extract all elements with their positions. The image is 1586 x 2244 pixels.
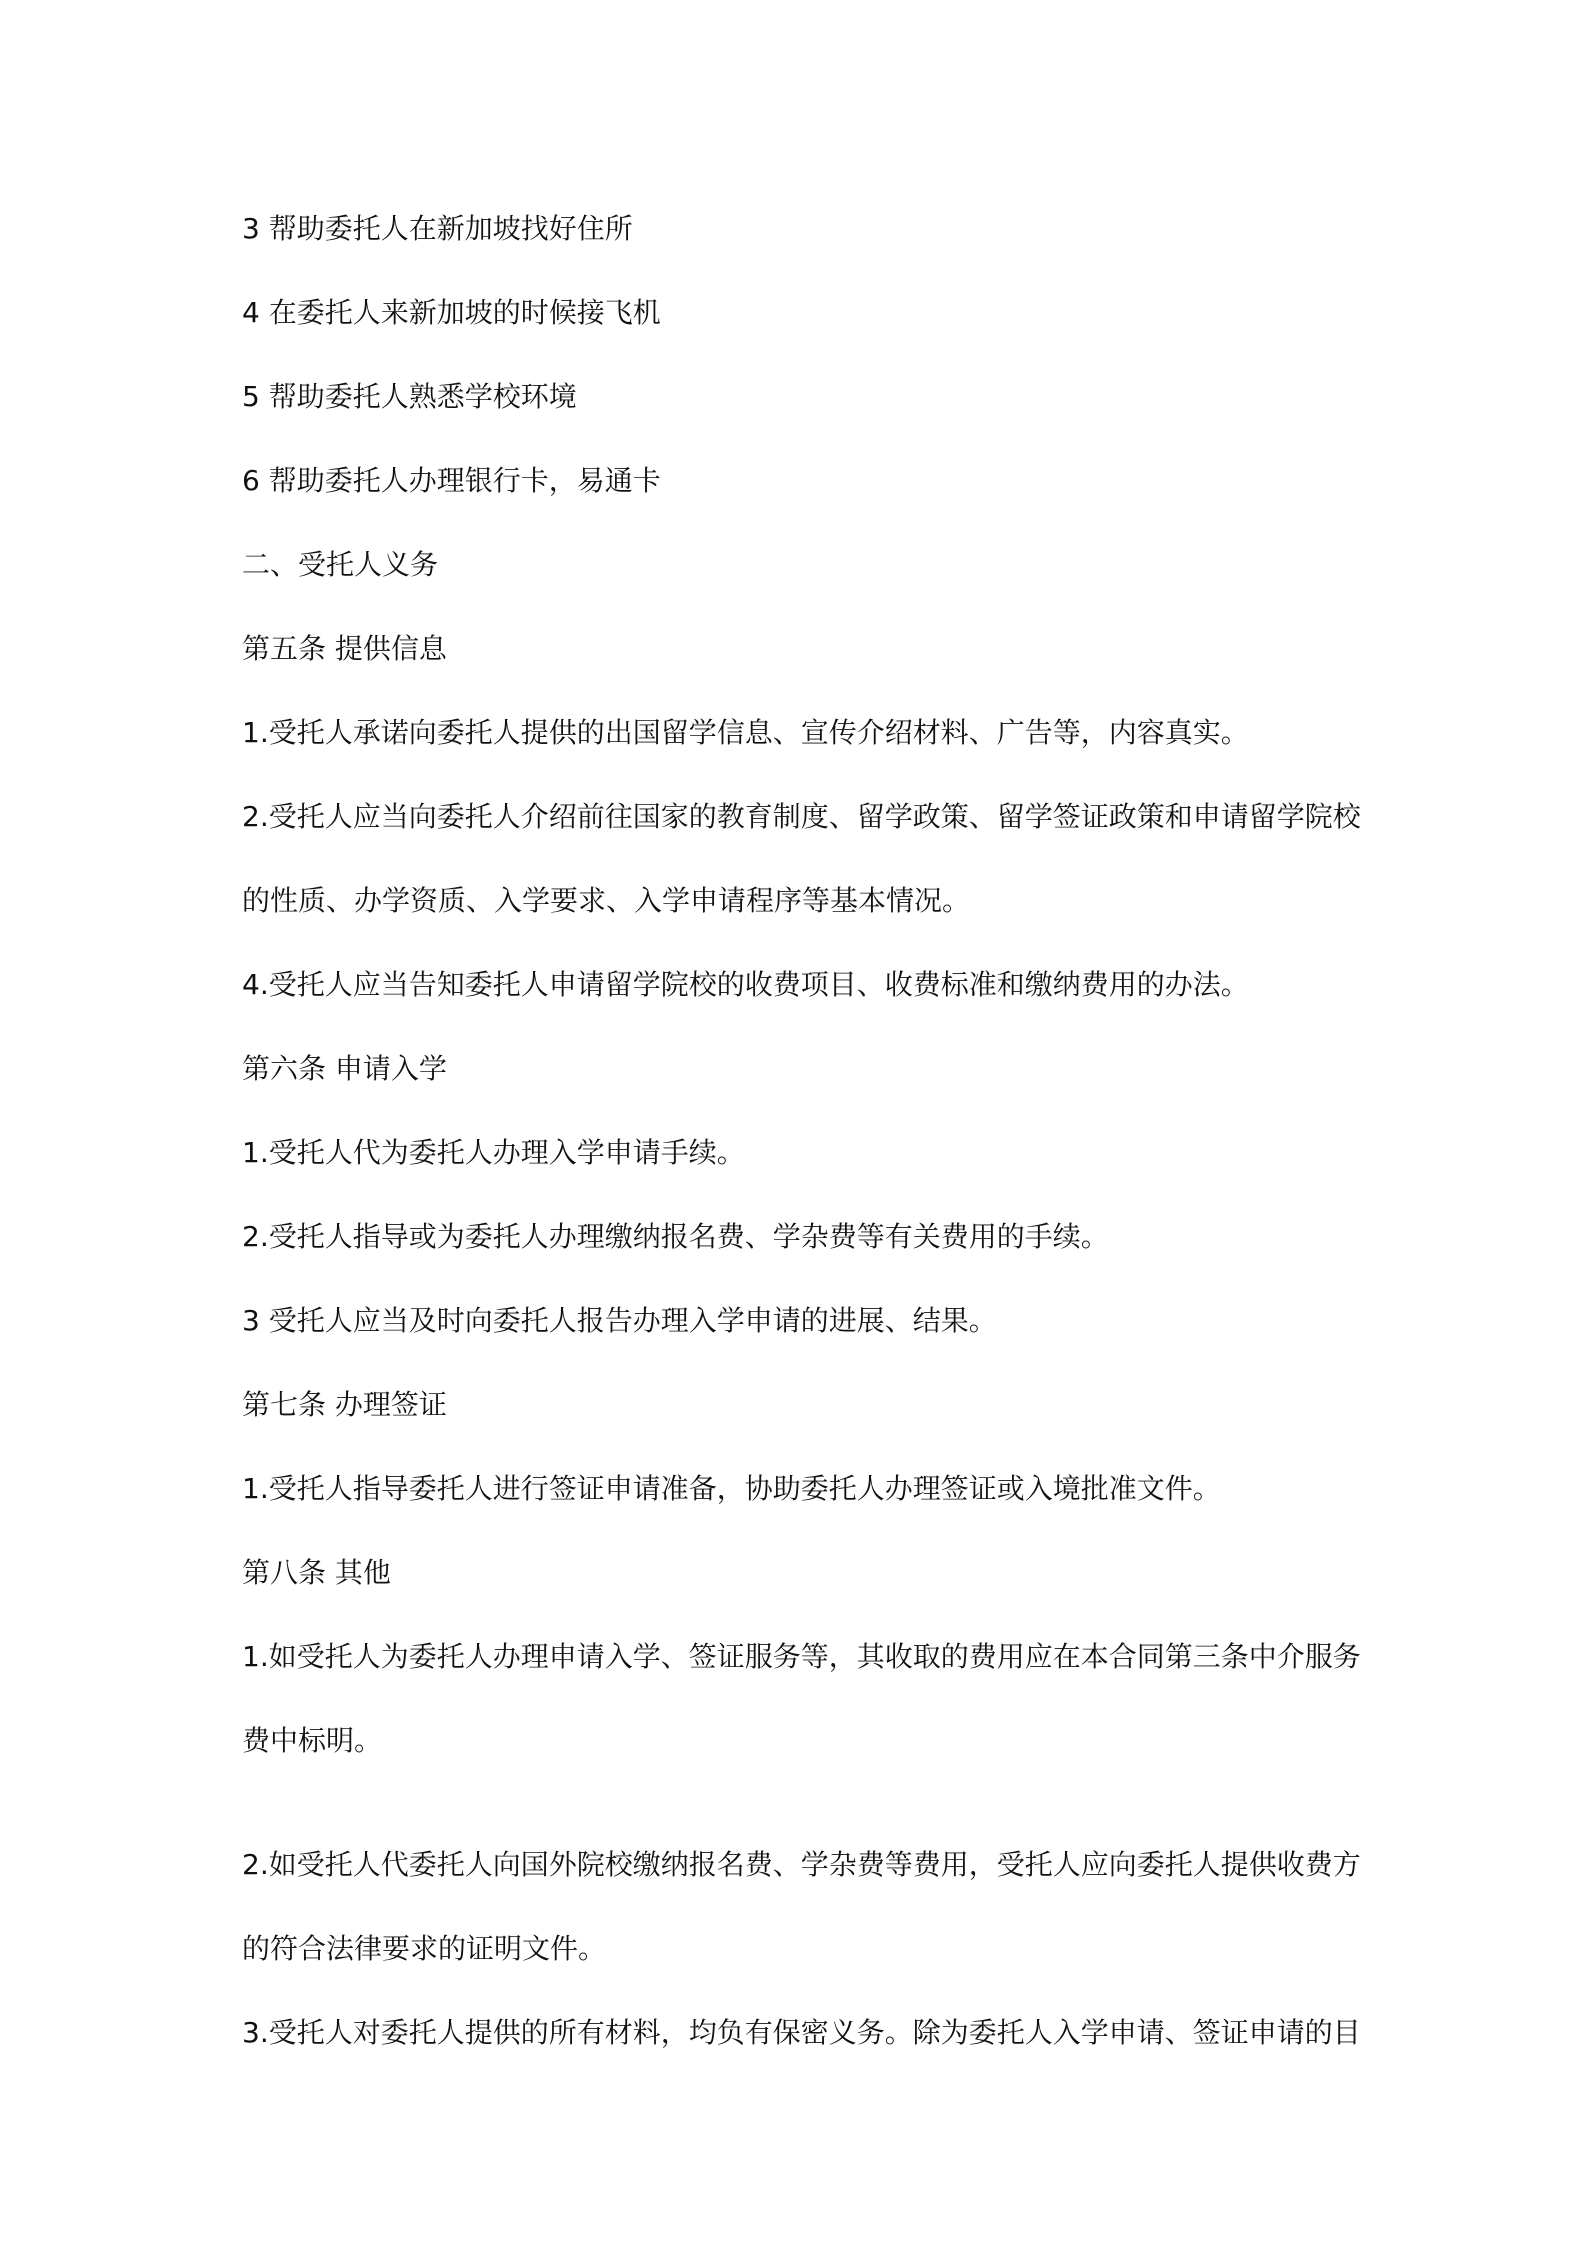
article-6-item-2: 2.受托人指导或为委托人办理缴纳报名费、学杂费等有关费用的手续。: [242, 1220, 1109, 1253]
article-8-item-3: 3.受托人对委托人提供的所有材料，均负有保密义务。除为委托人入学申请、签证申请的目: [242, 2016, 1361, 2049]
article-5-item-2: 2.受托人应当向委托人介绍前往国家的教育制度、留学政策、留学签证政策和申请留学院校: [242, 800, 1361, 833]
section-heading: 二、受托人义务: [242, 548, 439, 581]
article-8-item-2-cont: 的符合法律要求的证明文件。: [242, 1932, 607, 1965]
clause-item-4: 4 在委托人来新加坡的时候接飞机: [242, 296, 661, 329]
article-7-heading: 第七条 办理签证: [242, 1388, 447, 1421]
clause-item-5: 5 帮助委托人熟悉学校环境: [242, 380, 577, 413]
article-8-item-1: 1.如受托人为委托人办理申请入学、签证服务等，其收取的费用应在本合同第三条中介服务: [242, 1640, 1361, 1673]
clause-item-6: 6 帮助委托人办理银行卡，易通卡: [242, 464, 661, 497]
article-5-heading: 第五条 提供信息: [242, 632, 447, 665]
article-6-heading: 第六条 申请入学: [242, 1052, 447, 1085]
article-8-heading: 第八条 其他: [242, 1556, 391, 1589]
article-5-item-4: 4.受托人应当告知委托人申请留学院校的收费项目、收费标准和缴纳费用的办法。: [242, 968, 1249, 1001]
article-7-item-1: 1.受托人指导委托人进行签证申请准备，协助委托人办理签证或入境批准文件。: [242, 1472, 1221, 1505]
article-5-item-1: 1.受托人承诺向委托人提供的出国留学信息、宣传介绍材料、广告等，内容真实。: [242, 716, 1249, 749]
clause-item-3: 3 帮助委托人在新加坡找好住所: [242, 212, 633, 245]
article-8-item-2: 2.如受托人代委托人向国外院校缴纳报名费、学杂费等费用，受托人应向委托人提供收费方: [242, 1848, 1361, 1881]
article-6-item-3: 3 受托人应当及时向委托人报告办理入学申请的进展、结果。: [242, 1304, 997, 1337]
article-5-item-2-cont: 的性质、办学资质、入学要求、入学申请程序等基本情况。: [242, 884, 971, 917]
article-6-item-1: 1.受托人代为委托人办理入学申请手续。: [242, 1136, 745, 1169]
article-8-item-1-cont: 费中标明。: [242, 1724, 383, 1757]
